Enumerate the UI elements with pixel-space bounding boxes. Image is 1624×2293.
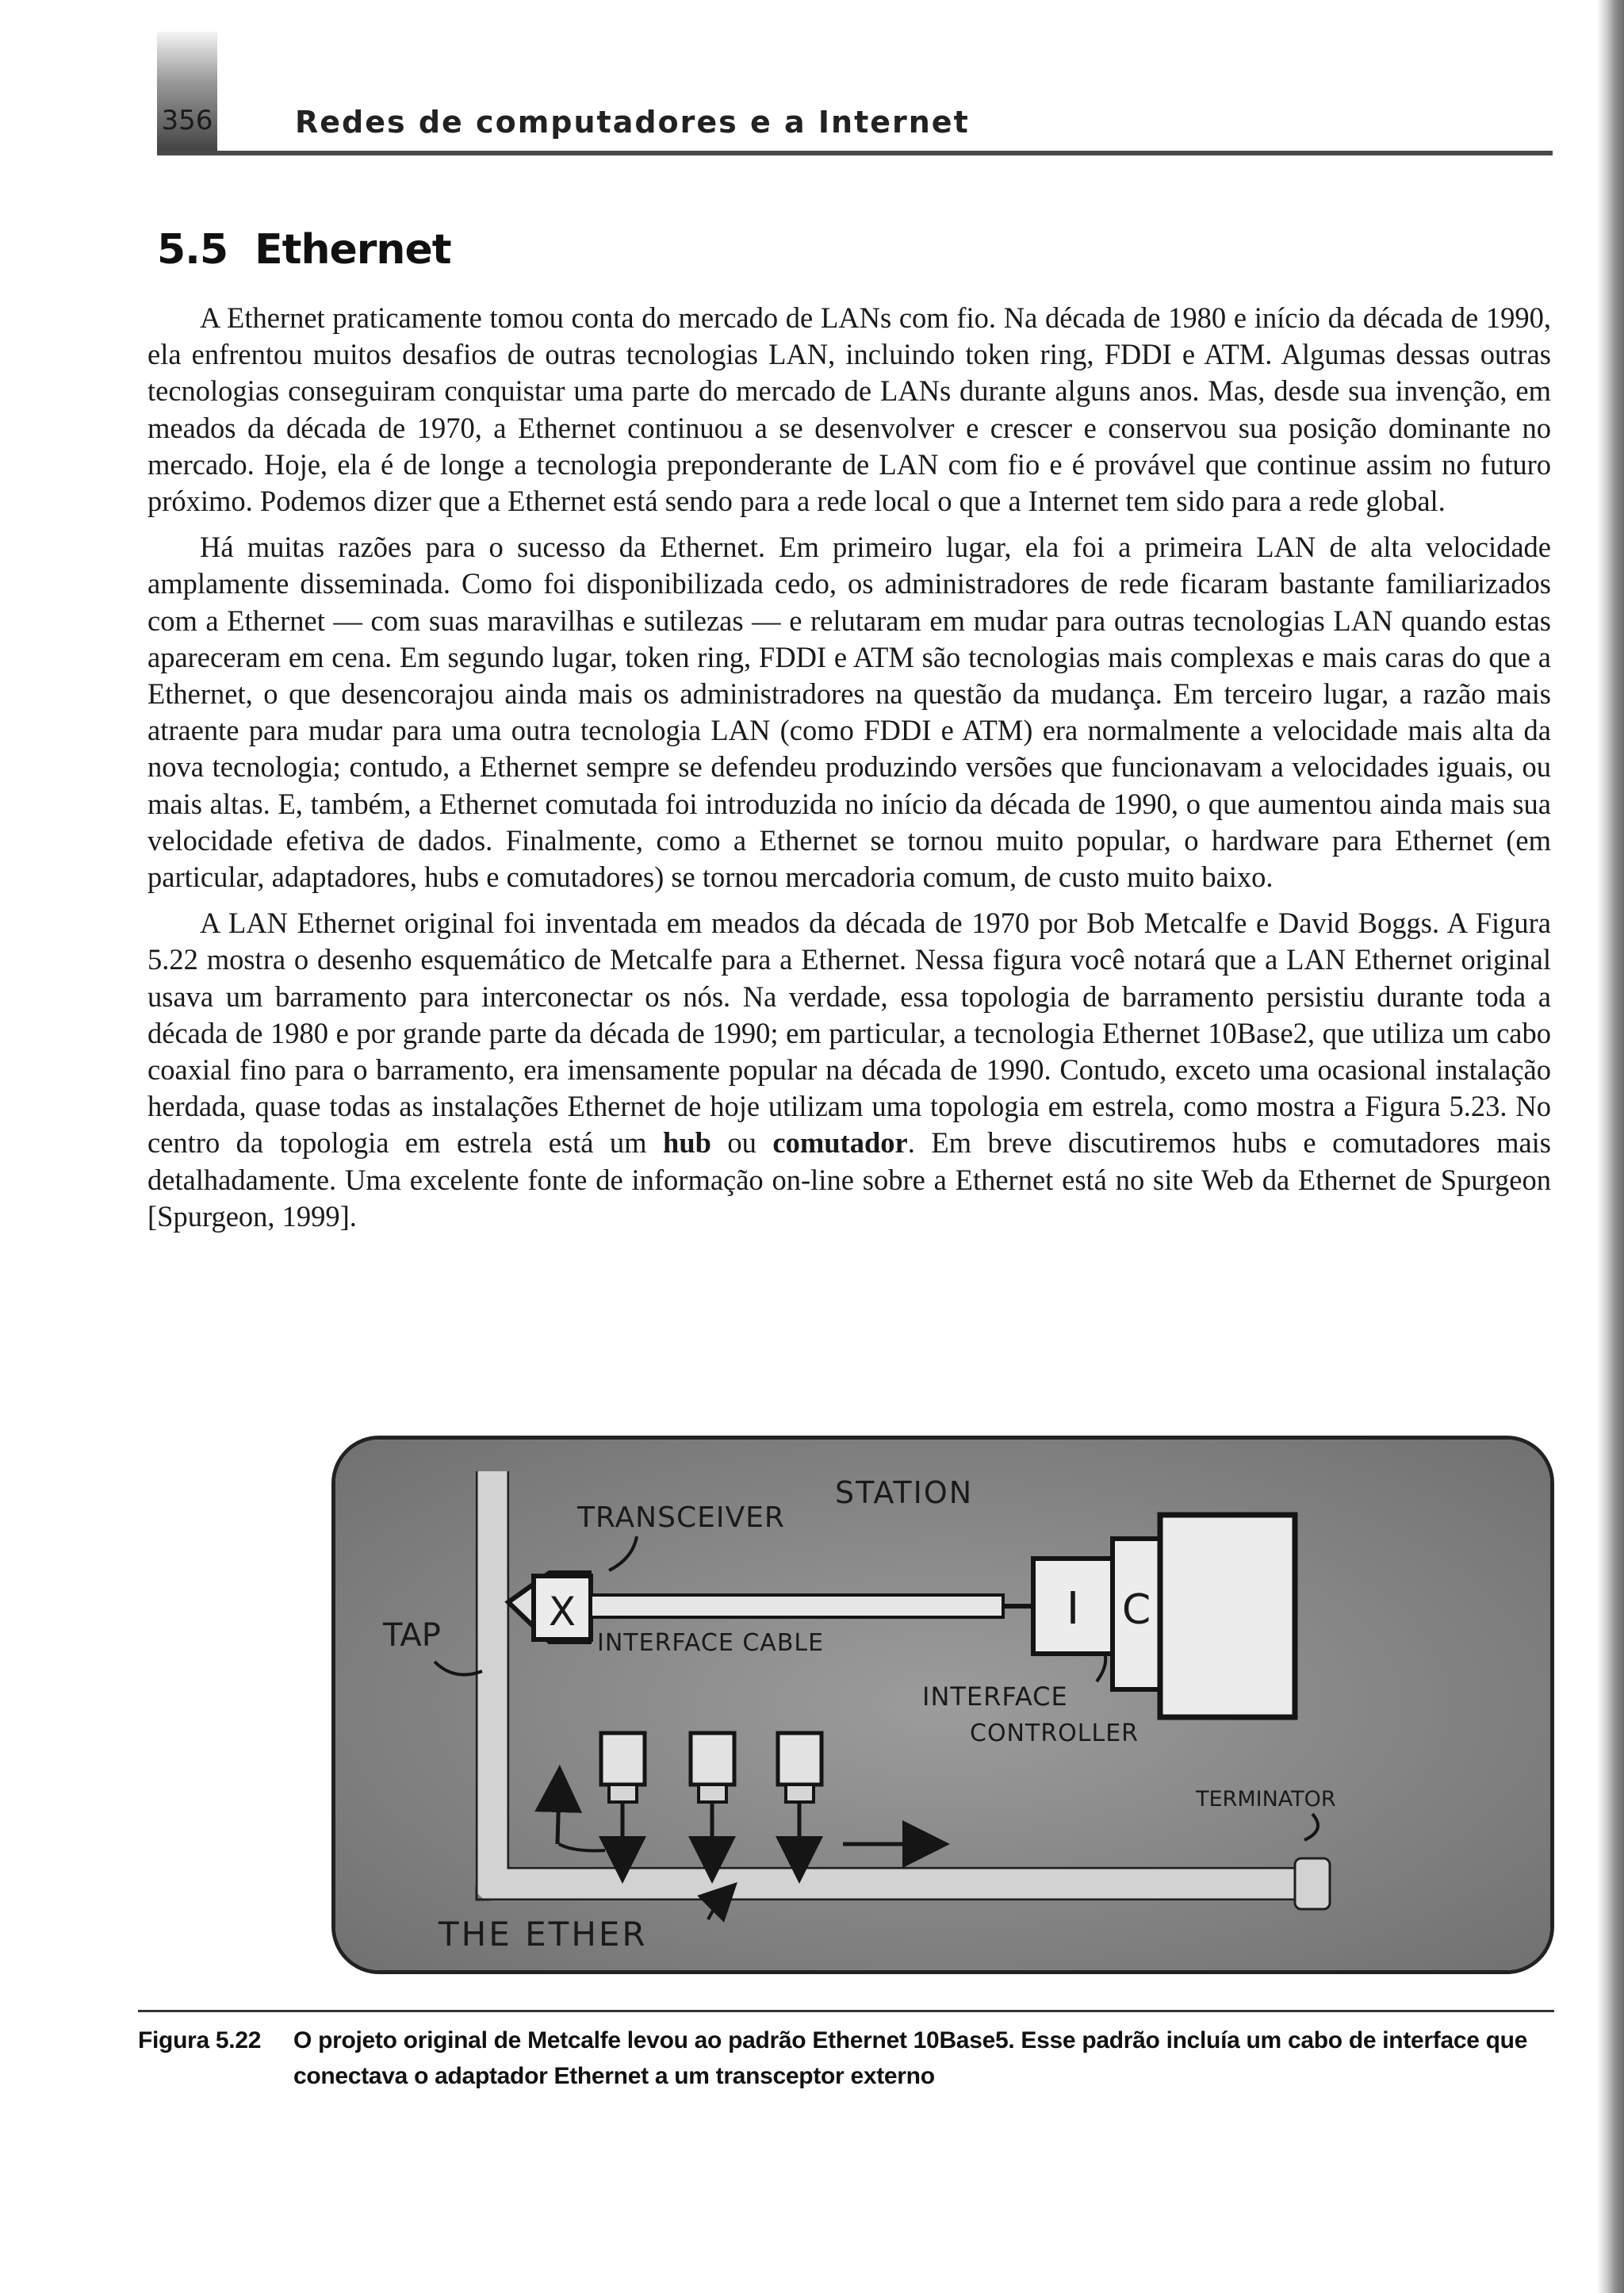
header-rule: [157, 151, 1553, 155]
transceiver-x: X: [548, 1589, 576, 1635]
caption-rule: [138, 2010, 1554, 2012]
label-station: STATION: [835, 1475, 974, 1510]
body-text: [147, 300, 1551, 1244]
paragraph-3-text: A LAN Ethernet original foi inventada em meados da década de 1970 por Bob Metcalfe e David Boggs. A Figura 5.22 mostra o desenho esquemático de Metcalfe para a Ethernet. Nessa figura você notará que a LAN Ethernet original usava um barramento para interconectar os nós. Na verdade, essa topologia de barramento persistiu durante toda a década de 1980 e por grande parte da década de 1990; em particular, a tecnologia Ethernet 10Base2, que utiliza um cabo coaxial fino para o barramento, era imensamente popular na década de 1990. Contudo, exceto uma ocasional instalação herdada, quase todas as instalações Ethernet de hoje utilizam uma topologia em estrela, como mostra a Figura 5.23. No centro da topologia em estrela está um: [147, 907, 1551, 1160]
term-hub: hub: [663, 1126, 711, 1160]
caption-label: Figura 5.22: [138, 2027, 262, 2053]
caption-text: O projeto original de Metcalfe levou ao padrão Ethernet 10Base5. Esse padrão incluía um cabo de interface que conectava o adaptador Ethernet a um transceptor externo: [293, 2027, 1528, 2089]
label-interface-cable: INTERFACE CABLE: [597, 1629, 825, 1657]
term-comutador: comutador: [772, 1126, 908, 1160]
section-number: 5.5: [157, 226, 228, 274]
node-1: [601, 1733, 645, 1785]
controller-c: C: [1121, 1586, 1151, 1634]
paragraph-3: [147, 905, 1551, 1235]
interface-i: I: [1066, 1583, 1080, 1635]
interface-cable: [591, 1595, 1003, 1617]
figure-caption: [138, 2023, 1554, 2094]
node-3-tap: [786, 1785, 814, 1802]
label-the-ether: THE ETHER: [439, 1915, 648, 1954]
page-edge-shadow: [1597, 0, 1624, 2293]
terminator-cap: [1295, 1858, 1330, 1909]
page-number: 356: [161, 105, 213, 136]
signal-arrow-left: [557, 1789, 559, 1844]
section-heading: [157, 226, 451, 274]
paragraph-3-end: . Em breve discutiremos hubs e comutadores mais detalhadamente. Uma excelente fonte de informação on-line sobre a Ethernet está no site Web da Ethernet de Spurgeon [Spurgeon, 1999].: [147, 1126, 1551, 1233]
label-tap: TAP: [383, 1617, 441, 1654]
paragraph-3-or: ou: [710, 1126, 773, 1160]
paragraph-1: A Ethernet praticamente tomou conta do mercado de LANs com fio. Na década de 1980 e início da década de 1990, ela enfrentou muitos desafios de outras tecnologias LAN, incluindo token ring, FDDI e ATM. Algumas dessas outras tecnologias conseguiram conquistar uma parte do mercado de LANs durante alguns anos. Mas, desde sua invenção, em meados da década de 1970, a Ethernet continuou a se desenvolver e crescer e conservou sua posição dominante no mercado. Hoje, ela é de longe a tecnologia preponderante de LAN com fio e é provável que continue assim no futuro próximo. Podemos dizer que a Ethernet está sendo para a rede local o que a Internet tem sido para a rede global.: [147, 301, 1551, 518]
label-terminator: TERMINATOR: [1196, 1787, 1336, 1812]
figure-metcalfe-sketch: [331, 1436, 1554, 1974]
node-1-tap: [609, 1785, 637, 1802]
station-box: [1160, 1515, 1295, 1717]
section-title: Ethernet: [255, 226, 451, 274]
paragraph-2: Há muitas razões para o sucesso da Ethernet. Em primeiro lugar, ela foi a primeira LAN de alta velocidade amplamente disseminada. Como foi disponibilizada cedo, os administradores de rede ficaram bastante familiarizados com a Ethernet — com suas maravilhas e sutilezas — e relutaram em mudar para outras tecnologias LAN quando estas apareceram em cena. Em segundo lugar, token ring, FDDI e ATM são tecnologias mais complexas e mais caras do que a Ethernet, o que desencorajou ainda mais os administradores na questão da mudança. Em terceiro lugar, a razão mais atraente para mudar para uma outra tecnologia LAN (como FDDI e ATM) era normalmente a velocidade mais alta da nova tecnologia; contudo, a Ethernet sempre se defendeu produzindo versões que funcionavam a velocidades iguais, ou mais altas. E, também, a Ethernet comutada foi introduzida no início da década de 1990, o que aumentou ainda mais sua velocidade efetiva de dados. Finalmente, como a Ethernet se tornou muito popular, o hardware para Ethernet (em particular, adaptadores, hubs e comutadores) se tornou mercadoria comum, de custo muito baixo.: [147, 531, 1551, 894]
label-interface: INTERFACE: [922, 1681, 1068, 1712]
node-2-tap: [699, 1785, 726, 1802]
label-controller: CONTROLLER: [970, 1720, 1139, 1747]
running-head: Redes de computadores e a Internet: [295, 105, 970, 140]
node-2: [691, 1733, 734, 1785]
label-transceiver: TRANSCEIVER: [577, 1501, 785, 1534]
node-3: [778, 1733, 822, 1785]
page-number-tab: [157, 32, 217, 155]
ethernet-sketch: [335, 1440, 1550, 1970]
